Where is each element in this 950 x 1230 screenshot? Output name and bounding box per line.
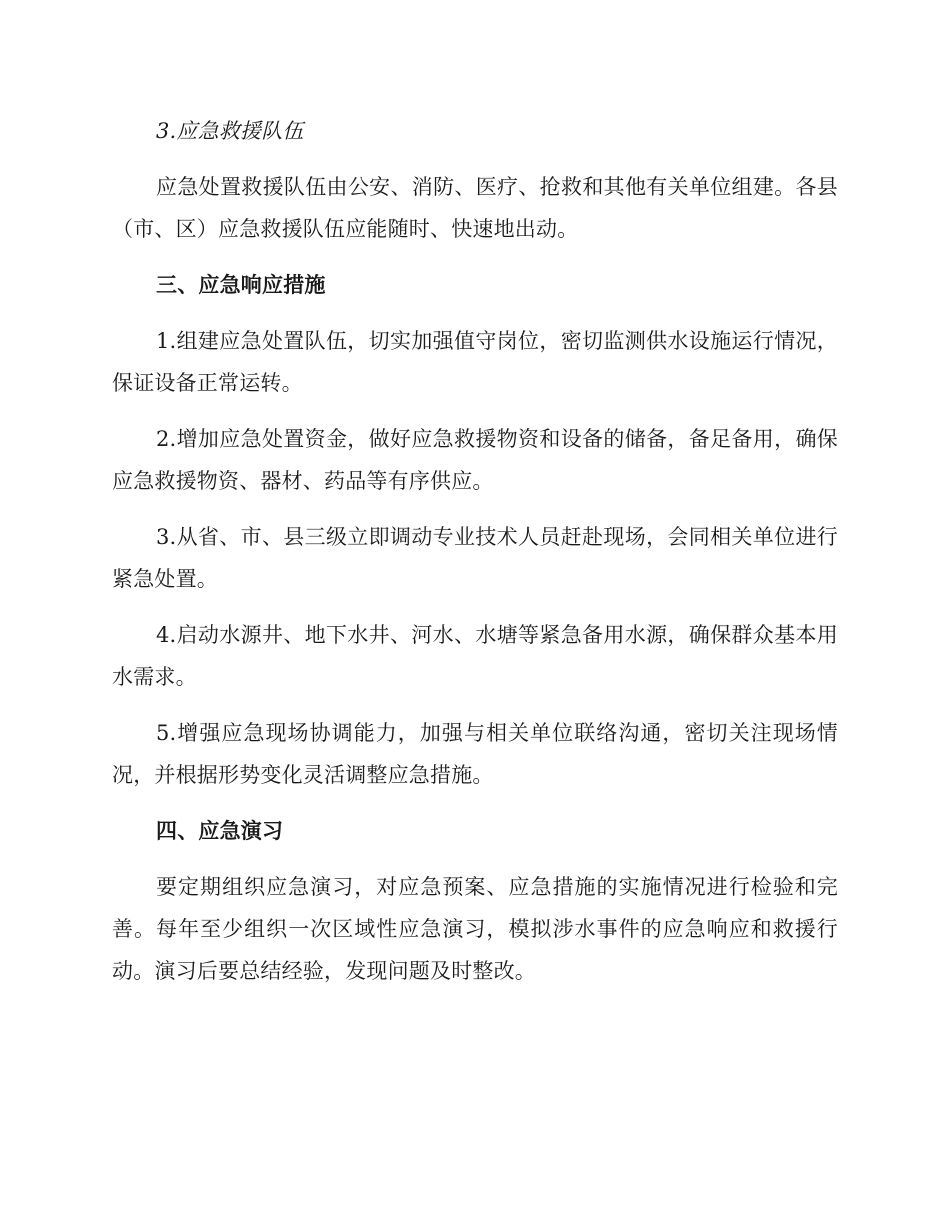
paragraph-rescue-team-composition: 应急处置救援队伍由公安、消防、医疗、抢救和其他有关单位组建。各县（市、区）应急救援队伍应能随时、快速地出动。	[112, 175, 838, 241]
paragraph-drills: 要定期组织应急演习，对应急预案、应急措施的实施情况进行检验和完善。每年至少组织一次区域性应急演习，模拟涉水事件的应急响应和救援行动。演习后要总结经验，发现问题及时整改。	[112, 875, 838, 983]
subheading-emergency-rescue-team: 3.应急救援队伍	[156, 119, 304, 143]
paragraph-measure-1: 1.组建应急处置队伍，切实加强值守岗位，密切监测供水设施运行情况，保证设备正常运转。	[112, 329, 838, 395]
paragraph-measure-3: 3.从省、市、县三级立即调动专业技术人员赶赴现场，会同相关单位进行紧急处置。	[112, 525, 838, 591]
paragraph-measure-2: 2.增加应急处置资金，做好应急救援物资和设备的储备，备足备用，确保应急救援物资、器材、药品等有序供应。	[112, 427, 838, 493]
paragraph-measure-4: 4.启动水源井、地下水井、河水、水塘等紧急备用水源，确保群众基本用水需求。	[112, 623, 838, 689]
heading-emergency-response-measures: 三、应急响应措施	[156, 273, 326, 297]
heading-emergency-drills: 四、应急演习	[156, 819, 284, 843]
document-body	[112, 110, 838, 1006]
paragraph-measure-5: 5.增强应急现场协调能力，加强与相关单位联络沟通，密切关注现场情况，并根据形势变化灵活调整应急措施。	[112, 721, 838, 787]
